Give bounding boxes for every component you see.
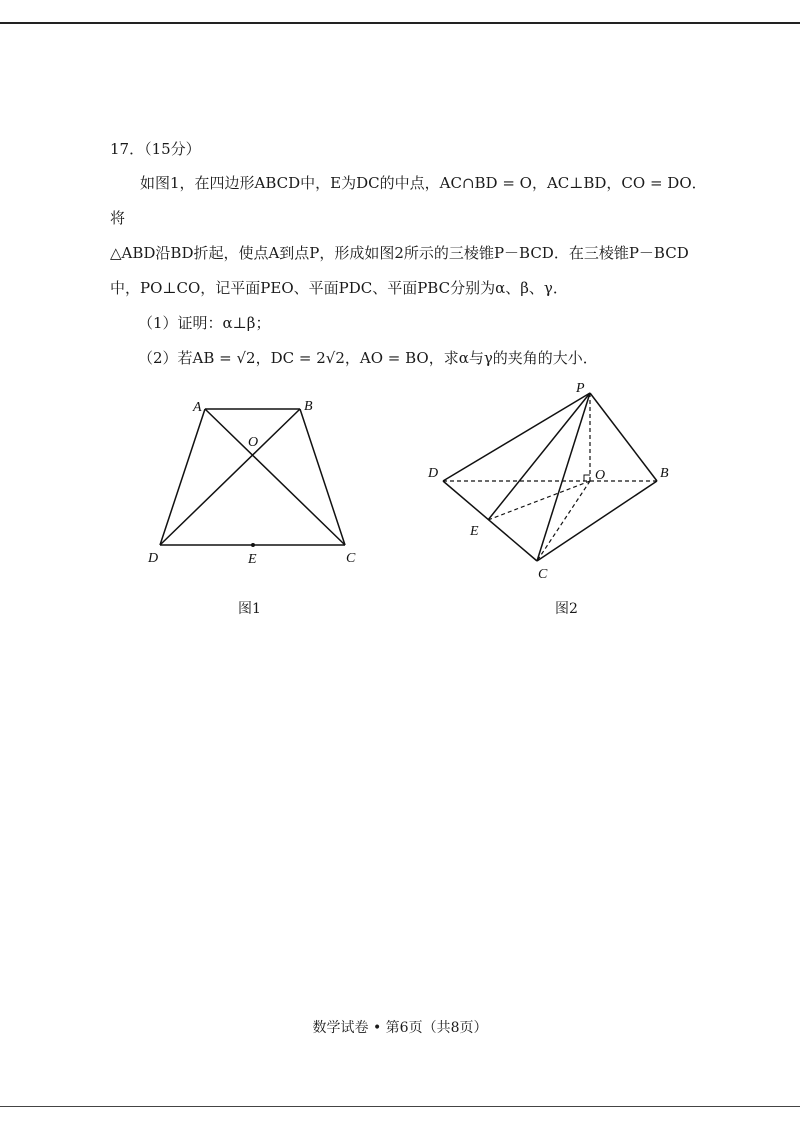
fig1-label-a: A — [193, 400, 202, 415]
bottom-border — [0, 1106, 800, 1107]
fig2-edge-pd — [443, 393, 590, 481]
fig1-point-e — [251, 543, 255, 547]
question-stem-line-3: 中，PO⊥CO，记平面PEO、平面PDC、平面PBC分别为α、β、γ． — [110, 279, 568, 297]
question-number: 17．（15分） — [110, 140, 201, 158]
fig2-label-b: B — [660, 466, 669, 481]
question-stem-line-1: 如图1，在四边形ABCD中，E为DC的中点，AC∩BD = O，AC⊥BD，CO = DO．将 — [110, 174, 707, 227]
fig1-diagonal-bd — [160, 409, 300, 545]
fig1-label-o: O — [248, 435, 259, 450]
fig2-label-d: D — [428, 466, 439, 481]
question-stem-line-2: △ABD沿BD折起，使点A到点P，形成如图2所示的三棱锥P－BCD．在三棱锥P－BCD — [110, 244, 689, 262]
fig1-edge-da — [160, 409, 205, 545]
fig1-label-b: B — [304, 399, 313, 414]
fig2-right-angle-mark — [584, 475, 590, 481]
fig2-dashed-oc — [537, 481, 590, 561]
fig1-label-d: D — [148, 551, 159, 566]
fig2-label-e: E — [470, 524, 479, 539]
fig2-label-o: O — [595, 468, 606, 483]
figure-2-caption: 图2 — [555, 601, 578, 617]
fig1-label-e: E — [248, 552, 257, 567]
fig2-label-p: P — [576, 381, 585, 396]
fig2-edge-pc — [537, 393, 590, 561]
fig2-edge-dc — [443, 481, 537, 561]
fig1-diagonal-ac — [205, 409, 345, 545]
question-part-2: （2）若AB = √2，DC = 2√2，AO = BO，求α与γ的夹角的大小． — [138, 349, 598, 367]
fig1-label-c: C — [346, 551, 356, 566]
fig2-dashed-oe — [488, 481, 590, 520]
figure-1-caption: 图1 — [238, 601, 261, 617]
fig2-edge-bc — [537, 481, 657, 561]
fig2-label-c: C — [538, 567, 548, 582]
fig2-edge-pb — [590, 393, 657, 481]
fig2-edge-pe — [488, 393, 590, 520]
page-footer: 数学试卷 • 第6页（共8页） — [312, 1020, 488, 1036]
question-body — [110, 166, 720, 376]
question-part-1: （1）证明：α⊥β； — [138, 314, 271, 332]
top-border — [0, 22, 800, 24]
fig1-edge-bc — [300, 409, 345, 545]
